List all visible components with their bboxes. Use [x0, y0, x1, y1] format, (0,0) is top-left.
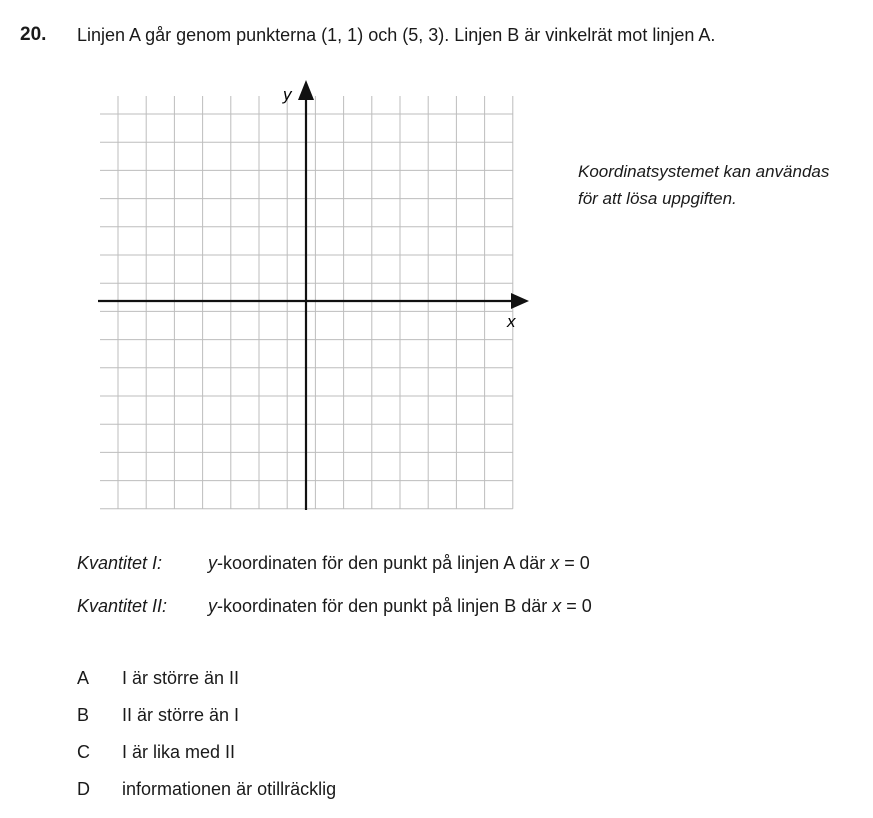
quantity-2-text: -koordinaten för den punkt på linjen B där [217, 596, 553, 616]
option-a[interactable] [77, 668, 239, 689]
question-text: Linjen A går genom punkterna (1, 1) och (5, 3). Linjen B är vinkelrät mot linjen A. [77, 25, 716, 45]
x-axis-label: x [507, 312, 516, 331]
y-axis-arrow [298, 80, 314, 100]
quantity-1-var: y [208, 553, 217, 573]
quantity-2-cond-var: x [552, 596, 562, 616]
quantity-2-cond: = 0 [561, 596, 592, 616]
question-number: 20. [20, 24, 47, 45]
option-c-letter: C [77, 742, 90, 762]
quantity-1-label: Kvantitet I: [77, 553, 163, 573]
quantity-2 [77, 596, 592, 617]
option-c[interactable] [77, 742, 235, 763]
option-a-letter: A [77, 668, 90, 688]
option-b[interactable] [77, 705, 239, 726]
quantity-1-cond-var: x [550, 553, 560, 573]
option-c-text: I är lika med II [122, 742, 236, 762]
x-axis-arrow [511, 293, 529, 309]
quantity-1-cond: = 0 [559, 553, 590, 573]
quantity-1 [77, 553, 590, 574]
option-d[interactable] [77, 779, 336, 800]
hint-note [578, 158, 829, 212]
option-a-text: I är större än II [122, 668, 240, 688]
option-b-text: II är större än I [122, 705, 240, 725]
quantity-2-var: y [208, 596, 217, 616]
option-b-letter: B [77, 705, 90, 725]
option-d-letter: D [77, 779, 90, 799]
coordinate-system [90, 74, 535, 516]
y-axis-label: y [283, 85, 292, 104]
hint-line-2: för att lösa uppgiften. [578, 189, 737, 208]
option-d-text: informationen är otillräcklig [122, 779, 337, 799]
quantity-2-label: Kvantitet II: [77, 596, 168, 616]
quantity-1-text: -koordinaten för den punkt på linjen A där [217, 553, 551, 573]
hint-line-1: Koordinatsystemet kan användas [578, 162, 830, 181]
